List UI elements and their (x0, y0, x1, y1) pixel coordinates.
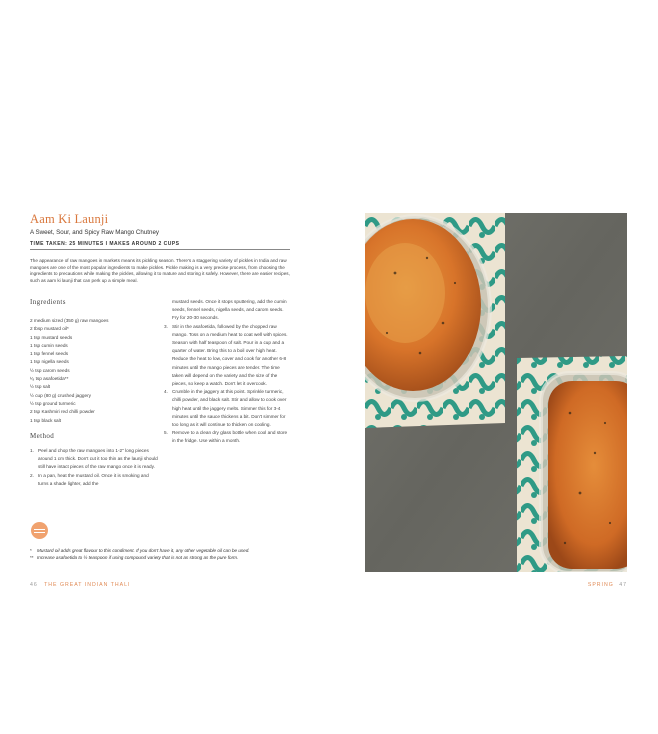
step-text: Peel and chop the raw mangoes into 1-2" long pieces around 1 cm thick. Don't cut it too thin as the launji should still have intact pieces of the raw mango once it is ready. (38, 448, 158, 470)
recipe-subtitle: A Sweet, Sour, and Spicy Raw Mango Chutney (30, 229, 159, 236)
method-step (30, 472, 160, 488)
ingredient-item: ½ tsp salt (30, 384, 51, 390)
method-heading: Method (30, 432, 55, 440)
step-text: Remove to a clean dry glass bottle when cool and store in the fridge. Use within a month. (172, 430, 288, 444)
step-number: 2. (30, 472, 34, 478)
ingredient-item: 2 tsp Kashmiri red chilli powder (30, 409, 95, 415)
ingredient-item: ½ tsp carom seeds (30, 367, 70, 373)
method-steps-column-2 (164, 298, 290, 446)
title-rule (30, 249, 290, 250)
step-number: 4. (164, 389, 168, 395)
step-number: 3. (164, 323, 168, 329)
right-folio (560, 582, 627, 588)
ingredient-item: ½ cup (80 g) crushed jaggery (30, 392, 91, 398)
ingredients-heading: Ingredients (30, 298, 66, 306)
tip-badge-icon (31, 522, 48, 539)
ingredient-item: 2 tbsp mustard oil* (30, 326, 69, 332)
ingredient-item: 1 tsp nigella seeds (30, 359, 69, 365)
recipe-title: Aam Ki Launji (30, 212, 109, 226)
book-title: THE GREAT INDIAN THALI (44, 582, 131, 588)
method-step (30, 447, 160, 472)
method-steps-column-1 (30, 447, 160, 488)
method-step (164, 429, 290, 445)
ingredient-item: ¹⁄₈ tsp asafoetida** (30, 376, 69, 382)
footnote-mark: * (30, 548, 32, 553)
method-step (164, 388, 290, 429)
step-text: Stir in the asafoetida, followed by the chopped raw mango. Toss on a medium heat to coat well with spices. Season with half teaspoon of salt. Pour in a cup and a quarter of water. Bring this to a boil over high heat. Reduce the heat to low, cover and cook for another 6-8 minutes until the mango pieces are tender. The time taken will depend on the variety and the size of the pieces, so keep a watch. Don't let it overcook. (172, 323, 288, 387)
ingredient-item: 1 tsp mustard seeds (30, 334, 73, 340)
footnote (30, 555, 292, 562)
method-step-continued (164, 298, 290, 323)
footnotes (30, 548, 292, 562)
section-name: SPRING (587, 582, 614, 588)
footnote-text: Mustard oil adds great flavour to this condiment. If you don't have it, any other vegetable oil can be used. (37, 548, 250, 553)
chutney-jars-photo (365, 213, 627, 572)
step-number: 5. (164, 430, 168, 436)
method-step (164, 323, 290, 389)
time-taken: TIME TAKEN: 25 MINUTES I MAKES AROUND 2 CUPS (30, 241, 180, 247)
ingredients-list (30, 317, 160, 425)
ingredient-item: ½ tsp ground turmeric (30, 400, 76, 406)
ingredient-item: 2 medium sized (350 g) raw mangoes (30, 318, 109, 323)
intro-paragraph: The appearance of raw mangoes in markets means its pickling season. There's a staggering variety of pickles in India and raw mangoes are one of the most popular ingredients to make pickles. Pickle making is a very precise process, from choosing the ingredients to precautions while making the pickles, allowing it to mature and storing it safely. However, there are easier recipes, such as aam ki launji that can perk up a simple meal. (30, 258, 290, 283)
step-text: mustard seeds. Once it stops sputtering, add the cumin seeds, fennel seeds, nigella seeds, and carom seeds. Fry for 20-30 seconds. (172, 299, 287, 321)
footnote (30, 548, 292, 555)
footnote-text: Increase asafoetida to ½ teaspoon if using compound variety that is not as strong as the pure form. (37, 554, 239, 560)
ingredient-item: 1 tsp fennel seeds (30, 351, 69, 357)
step-number: 1. (30, 448, 34, 453)
footnote-mark: ** (30, 554, 34, 560)
left-folio (30, 582, 130, 588)
step-text: Crumble in the jaggery at this point. Sprinkle turmeric, chilli powder, and black salt. Stir and allow to cook over high heat until the jaggery melts. Simmer this for 3-4 minutes until the sauce thickens a bit. Don't simmer for too long as it will continue to thicken on cooling. (172, 389, 287, 428)
step-text: In a pan, heat the mustard oil. Once it is smoking and turns a shade lighter, add the (38, 472, 149, 486)
right-page-number: 47 (619, 582, 627, 588)
ingredient-item: 1 tsp cumin seeds (30, 342, 68, 348)
left-page-number: 46 (30, 582, 38, 588)
ingredient-item: 1 tsp black salt (30, 417, 62, 423)
